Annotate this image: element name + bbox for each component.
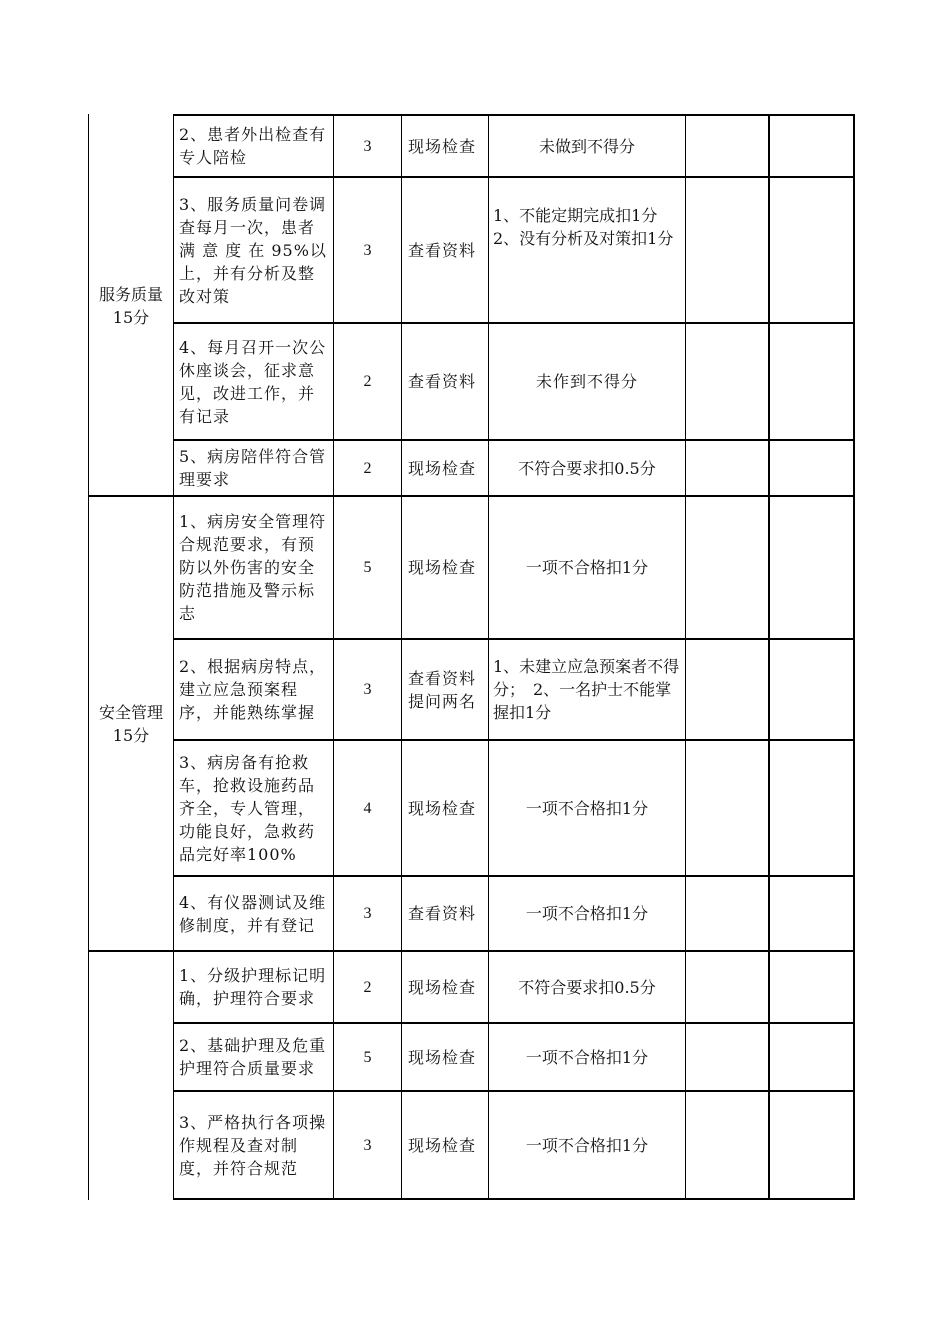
row-divider bbox=[173, 1198, 855, 1200]
deduction-rule: 一项不合格扣1分 bbox=[525, 798, 649, 818]
item-text: 2、根据病房特点，建立应急预案程序，并能熟练掌握 bbox=[179, 657, 327, 722]
check-method: 现场检查 bbox=[408, 1135, 477, 1155]
score-value: 3 bbox=[363, 137, 372, 155]
deduction-rule: 一项不合格扣1分 bbox=[525, 904, 649, 923]
score-value: 3 bbox=[363, 1136, 372, 1154]
check-method: 现场检查 bbox=[408, 458, 477, 478]
score-value: 3 bbox=[363, 241, 372, 259]
deduction-rule: 未作到不得分 bbox=[535, 372, 638, 391]
check-method: 查看资料 提问两名 bbox=[408, 668, 477, 711]
column-divider bbox=[853, 114, 855, 1200]
item-text: 3、严格执行各项操作规程及查对制度，并符合规范 bbox=[179, 1112, 327, 1178]
score-value: 5 bbox=[363, 559, 372, 576]
score-value: 3 bbox=[363, 905, 372, 922]
column-divider bbox=[768, 114, 770, 1200]
check-method: 查看资料 bbox=[408, 372, 477, 391]
check-method: 现场检查 bbox=[408, 558, 477, 577]
score-value: 4 bbox=[363, 799, 372, 817]
deduction-rule: 一项不合格扣1分 bbox=[525, 558, 649, 577]
check-method: 现场检查 bbox=[408, 798, 477, 818]
category-cell bbox=[89, 952, 173, 1198]
item-text: 4、每月召开一次公休座谈会，征求意见，改进工作，并有记录 bbox=[179, 337, 327, 426]
category-cell: 服务质量 15分 bbox=[98, 284, 163, 327]
deduction-rule: 不符合要求扣0.5分 bbox=[518, 458, 656, 478]
deduction-rule: 一项不合格扣1分 bbox=[525, 1135, 649, 1155]
check-method: 查看资料 bbox=[408, 904, 477, 923]
check-method: 现场检查 bbox=[408, 1047, 477, 1067]
deduction-rule: 未做到不得分 bbox=[538, 136, 635, 156]
deduction-rule: 不符合要求扣0.5分 bbox=[518, 977, 656, 997]
score-value: 2 bbox=[363, 459, 372, 477]
item-text: 1、病房安全管理符合规范要求，有预防以外伤害的安全防范措施及警示标志 bbox=[179, 512, 327, 623]
check-method: 查看资料 bbox=[408, 240, 477, 260]
item-text: 3、服务质量问卷调查每月一次，患者满 意 度 在 95%以上，并有分析及整改对策 bbox=[179, 194, 327, 306]
deduction-rule: 1、不能定期完成扣1分 2、没有分析及对策扣1分 bbox=[493, 206, 674, 248]
score-value: 5 bbox=[363, 1048, 372, 1066]
item-text: 3、病房备有抢救车，抢救设施药品齐全，专人管理，功能良好，急救药品完好率100% bbox=[179, 752, 316, 864]
category-cell: 安全管理 15分 bbox=[98, 702, 163, 745]
score-value: 2 bbox=[363, 978, 372, 996]
item-text: 2、患者外出检查有专人陪检 bbox=[179, 125, 327, 167]
score-value: 3 bbox=[363, 681, 372, 698]
item-text: 2、基础护理及危重护理符合质量要求 bbox=[179, 1036, 327, 1078]
deduction-rule: 一项不合格扣1分 bbox=[525, 1047, 649, 1067]
check-method: 现场检查 bbox=[408, 136, 477, 156]
deduction-rule: 1、未建立应急预案者不得分； 2、一名护士不能掌握扣1分 bbox=[493, 657, 680, 722]
item-text: 1、分级护理标记明确，护理符合要求 bbox=[179, 966, 327, 1008]
score-value: 2 bbox=[363, 373, 372, 390]
check-method: 现场检查 bbox=[408, 977, 477, 997]
column-divider bbox=[685, 114, 686, 1200]
item-text: 5、病房陪伴符合管理要求 bbox=[179, 447, 327, 489]
item-text: 4、有仪器测试及维修制度，并有登记 bbox=[179, 892, 327, 935]
